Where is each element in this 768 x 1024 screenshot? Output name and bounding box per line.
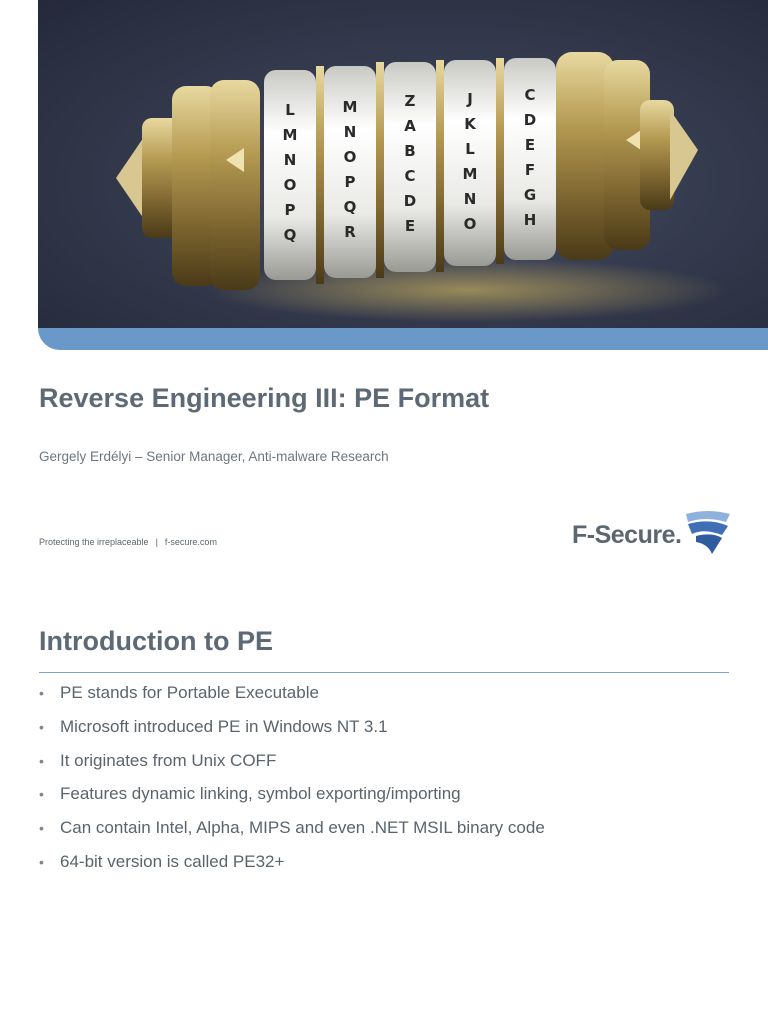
bullet-list [39, 682, 545, 885]
bullet-text: Can contain Intel, Alpha, MIPS and even .NET MSIL binary code [60, 818, 545, 838]
list-item [39, 851, 545, 885]
list-item [39, 817, 545, 851]
bullet-dot: • [39, 685, 44, 701]
slide-title: Introduction to PE [39, 626, 273, 656]
svg-text:Q: Q [283, 226, 297, 244]
svg-text:C: C [404, 167, 416, 185]
svg-text:A: A [404, 117, 416, 135]
website-link[interactable]: f-secure.com [164, 537, 217, 547]
svg-text:N: N [343, 123, 357, 141]
svg-text:Z: Z [404, 92, 416, 110]
bullet-dot: • [39, 752, 44, 769]
svg-text:P: P [344, 173, 356, 191]
svg-text:L: L [285, 101, 295, 119]
svg-text:L: L [465, 140, 475, 158]
svg-text:M: M [342, 98, 358, 116]
bullet-dot: • [39, 820, 44, 837]
bullet-dot: • [39, 786, 44, 803]
hero-image [38, 0, 768, 328]
svg-text:E: E [524, 136, 536, 154]
svg-text:B: B [404, 142, 416, 160]
svg-text:G: G [523, 186, 537, 204]
logo-wordmark: F-Secure. [572, 521, 682, 549]
svg-text:E: E [404, 217, 416, 235]
bullet-text: Microsoft introduced PE in Windows NT 3.1 [60, 716, 388, 736]
svg-text:O: O [343, 148, 357, 166]
footer-tagline [39, 537, 217, 547]
list-item [39, 682, 545, 716]
tagline-text: Protecting the irreplaceable [39, 537, 149, 547]
tagline-separator: | [155, 537, 158, 547]
svg-text:M: M [282, 126, 298, 144]
bullet-text: It originates from Unix COFF [60, 750, 277, 770]
svg-text:F: F [524, 161, 536, 179]
list-item [39, 716, 545, 750]
list-item [39, 750, 545, 784]
bullet-text: PE stands for Portable Executable [60, 683, 319, 702]
svg-text:K: K [464, 115, 476, 133]
svg-text:H: H [523, 211, 537, 229]
cryptex-illustration [38, 0, 768, 328]
svg-text:J: J [467, 90, 473, 108]
svg-text:M: M [462, 165, 478, 183]
svg-text:Q: Q [343, 198, 357, 216]
f-secure-logo [572, 508, 732, 558]
list-item [39, 783, 545, 817]
bullet-dot: • [39, 718, 44, 735]
presentation-title: Reverse Engineering III: PE Format [39, 383, 490, 413]
title-divider [39, 672, 729, 673]
svg-text:N: N [463, 190, 477, 208]
svg-text:R: R [344, 223, 356, 241]
svg-text:O: O [463, 215, 477, 233]
svg-text:O: O [283, 176, 297, 194]
svg-text:N: N [283, 151, 297, 169]
svg-text:P: P [284, 201, 296, 219]
logo-swoosh-icon [682, 508, 732, 556]
bullet-text: 64-bit version is called PE32+ [60, 851, 285, 871]
svg-text:D: D [523, 111, 537, 129]
svg-text:D: D [403, 192, 417, 210]
bullet-dot: • [39, 853, 44, 870]
blue-band [38, 328, 768, 350]
author-line: Gergely Erdélyi – Senior Manager, Anti-malware Research [39, 449, 389, 464]
svg-text:C: C [524, 86, 536, 104]
bullet-text: Features dynamic linking, symbol exporting/importing [60, 784, 461, 804]
